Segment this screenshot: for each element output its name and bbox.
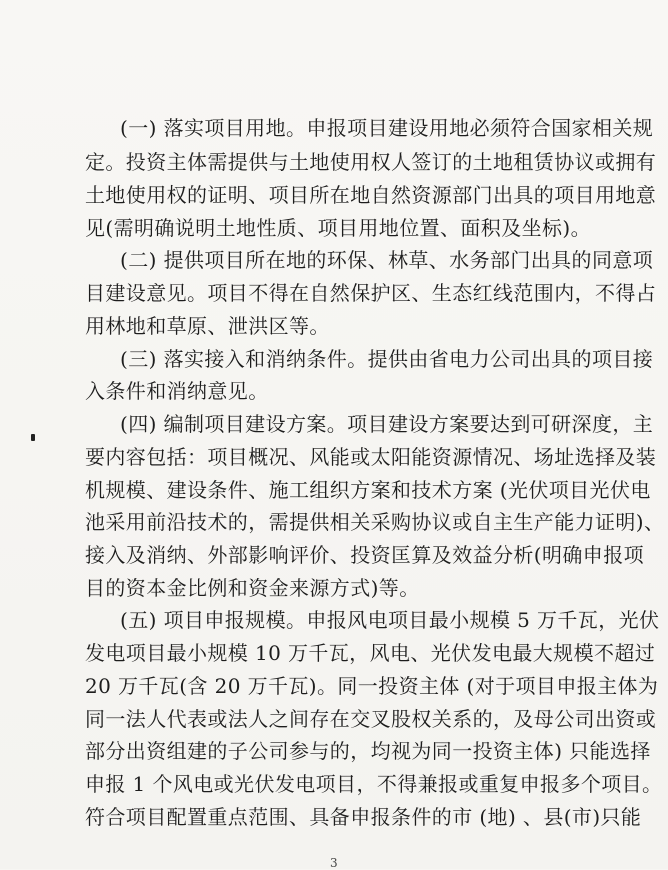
page-number: 3 <box>330 856 338 870</box>
text-line: 符合项目配置重点范围、具备申报条件的市 (地) 、县(市)只能 <box>85 805 642 829</box>
text-line: 部分出资组建的子公司参与的，均视为同一投资主体) 只能选择 <box>85 739 651 763</box>
text-line: 同一法人代表或法人之间存在交叉股权关系的，及母公司出资或 <box>85 707 657 731</box>
text-line: (五) 项目申报规模。申报风电项目最小规模 5 万千瓦，光伏 <box>120 608 660 632</box>
text-line: 目的资本金比例和资金来源方式)等。 <box>85 576 420 600</box>
text-line: 要内容包括：项目概况、风能或太阳能资源情况、场址选择及装 <box>85 445 657 469</box>
text-line: 20 万千瓦(含 20 万千瓦)。同一投资主体 (对于项目申报主体为 <box>85 674 659 698</box>
text-line: 定。投资主体需提供与土地使用权人签订的土地租赁协议或拥有 <box>85 150 657 174</box>
text-line: 申报 1 个风电或光伏发电项目，不得兼报或重复申报多个项目。 <box>85 772 663 796</box>
text-line: (四) 编制项目建设方案。项目建设方案要达到可研深度，主 <box>120 412 654 436</box>
text-line: 目建设意见。项目不得在自然保护区、生态红线范围内，不得占 <box>85 281 657 305</box>
binding-mark <box>31 434 35 441</box>
text-line: (三) 落实接入和消纳条件。提供由省电力公司出具的项目接 <box>120 347 654 371</box>
text-line: 用林地和草原、泄洪区等。 <box>85 314 330 338</box>
text-line: 接入及消纳、外部影响评价、投资匡算及效益分析(明确申报项 <box>85 543 645 567</box>
text-line: (一) 落实项目用地。申报项目建设用地必须符合国家相关规 <box>120 116 654 140</box>
text-line: 发电项目最小规模 10 万千瓦，风电、光伏发电最大规模不超过 <box>85 641 656 665</box>
text-line: 池采用前沿技术的，需提供相关采购协议或自主生产能力证明)、 <box>85 510 665 534</box>
text-line: 土地使用权的证明、项目所在地自然资源部门出具的项目用地意 <box>85 183 657 207</box>
text-line: 入条件和消纳意见。 <box>85 379 269 403</box>
text-line: 见(需明确说明土地性质、项目用地位置、面积及坐标)。 <box>85 216 592 240</box>
text-line: (二) 提供项目所在地的环保、林草、水务部门出具的同意项 <box>120 248 654 272</box>
text-line: 机规模、建设条件、施工组织方案和技术方案 (光伏项目光伏电 <box>85 478 651 502</box>
